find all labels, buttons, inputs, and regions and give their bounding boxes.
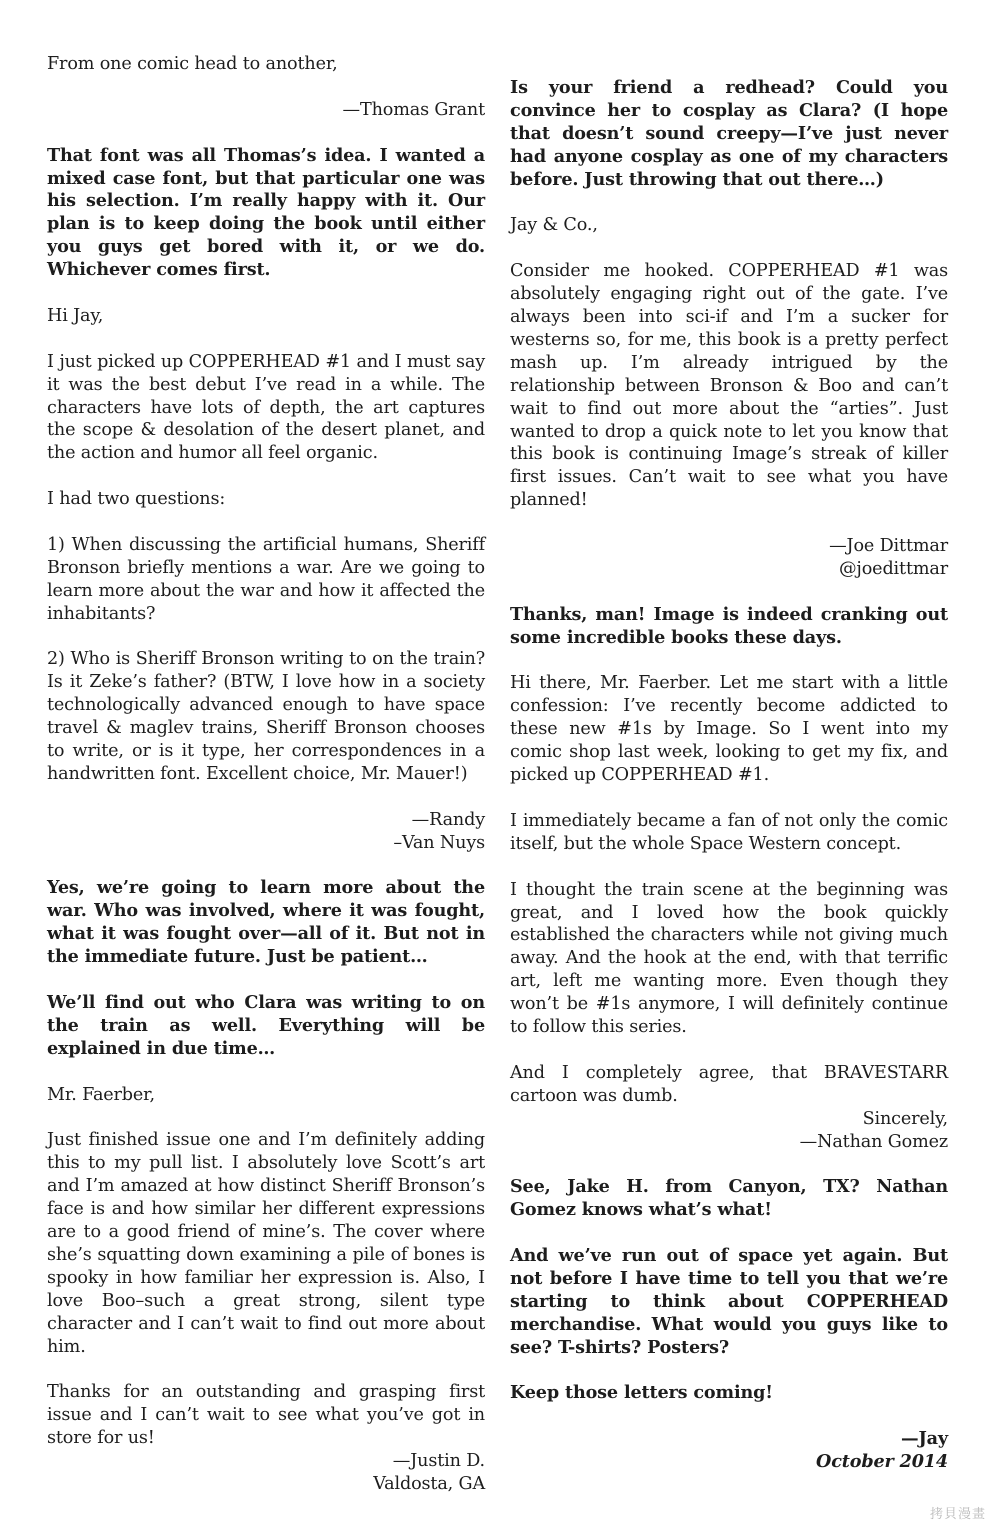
letter-greeting: Jay & Co., [510,215,598,236]
signature [510,1108,948,1154]
editor-reply: That font was all Thomas’s idea. I wanted a mixed case font, but that particular one was his selection. I’m really happy with it. Our plan is to keep doing the book until either you guys get bored with it, or we do. Whichever comes first. [47,144,485,281]
letter-text: Consider me hooked. COPPERHEAD #1 was absolutely engaging right out of the gate. I’ve always been into sci-if and I’m a sucker for westerns so, for me, this book is a pretty perfect mash up. I’m already intrigued by the relationship between Bronson & Boo and can’t wait to find out more about the “arties”. Just wanted to drop a quick note to let you know that this book is continuing Image’s streak of killer first issues. Can’t wait to see what you have planned! [510,261,948,511]
signature [510,1428,948,1474]
letter-text: 1) When discussing the artificial humans, Sheriff Bronson briefly mentions a war. Are we going to learn more about the war and how it affected the inhabitants? [47,534,485,624]
editor-reply: We’ll find out who Clara was writing to on the train as well. Everything will be explained in due time… [47,992,485,1059]
watermark: 拷貝漫畫 [929,1507,986,1522]
signature-date: October 2014 [816,1451,948,1473]
letters-column-left [47,53,485,1496]
signature-name: —Jay [901,1428,948,1450]
letter-text: I had two questions: [47,489,226,510]
letter-text: 2) Who is Sheriff Bronson writing to on the train? Is it Zeke’s father? (BTW, I love how in a society technologically advanced enough to have space travel & maglev trains, Sheriff Bronson chooses to write, or is it type, her correspondences in a handwritten font. Excellent choice, Mr. Mauer!) [47,649,485,784]
letter-text: I immediately became a fan of not only the comic itself, but the whole Space Western concept. [510,810,948,854]
editor-reply: See, Jake H. from Canyon, TX? Nathan Gomez knows what’s what! [510,1176,948,1221]
editor-reply: Keep those letters coming! [510,1382,773,1404]
letter-text: Thanks for an outstanding and grasping first issue and I can’t wait to see what you’ve got in store for us! [47,1382,485,1449]
letter-text: From one comic head to another, [47,54,338,74]
letter-text: And I completely agree, that BRAVESTARR cartoon was dumb. [510,1062,948,1106]
signature-name: —Randy [411,809,485,830]
signature-name: —Justin D. [392,1451,485,1472]
editor-reply: Is your friend a redhead? Could you convince her to cosplay as Clara? (I hope that doesn’t sound creepy—I’ve just never had anyone cosplay as one of my characters before. Just throwing that out there…) [510,77,948,190]
signature-name: —Joe Dittmar [829,536,948,557]
signature [47,99,485,122]
editor-reply: And we’ve run out of space yet again. But not before I have time to tell you that we’re starting to think about COPPERHEAD merchandise. What would you guys like to see? T-shirts? Posters? [510,1245,948,1358]
signature [47,809,485,855]
signature-closing: Sincerely, [862,1108,948,1129]
letter-text: I thought the train scene at the beginning was great, and I loved how the book quickly established the characters while not giving much away. And the hook at the end, with that terrific art, left me wanting more. Even though they won’t be #1s anymore, I will definitely continue to follow this series. [510,879,948,1038]
signature-name: —Thomas Grant [342,99,485,120]
signature-location: –Van Nuys [393,832,485,853]
signature-handle: @joedittmar [838,558,948,579]
signature-location: Valdosta, GA [373,1473,485,1494]
letters-column-right [510,77,948,1474]
letter-greeting: Hi Jay, [47,305,104,326]
signature [47,1450,485,1496]
editor-reply: Thanks, man! Image is indeed cranking out some incredible books these days. [510,603,948,648]
signature [510,535,948,581]
editor-reply: Yes, we’re going to learn more about the war. Who was involved, where it was fought, what it was fought over—all of it. But not in the immediate future. Just be patient… [47,877,485,968]
letter-text: I just picked up COPPERHEAD #1 and I must say it was the best debut I’ve read in a while. The characters have lots of depth, the art captures the scope & desolation of the desert planet, and the action and humor all feel organic. [47,351,485,464]
letter-text: Hi there, Mr. Faerber. Let me start with a little confession: I’ve recently become addicted to these new #1s by Image. So I went into my comic shop last week, looking to get my fix, and picked up COPPERHEAD #1. [510,673,948,786]
signature-name: —Nathan Gomez [799,1131,948,1152]
letter-text: Just finished issue one and I’m definitely adding this to my pull list. I absolutely love Scott’s art and I’m amazed at how distinct Sheriff Bronson’s face is and how similar her different expressions are to a good friend of mine’s. The cover where she’s squatting down examining a pile of bones is spooky in how familiar her expression is. Also, I love Boo–such a great strong, silent type character and I can’t wait to find out more about him. [47,1130,485,1357]
letter-greeting: Mr. Faerber, [47,1084,155,1105]
